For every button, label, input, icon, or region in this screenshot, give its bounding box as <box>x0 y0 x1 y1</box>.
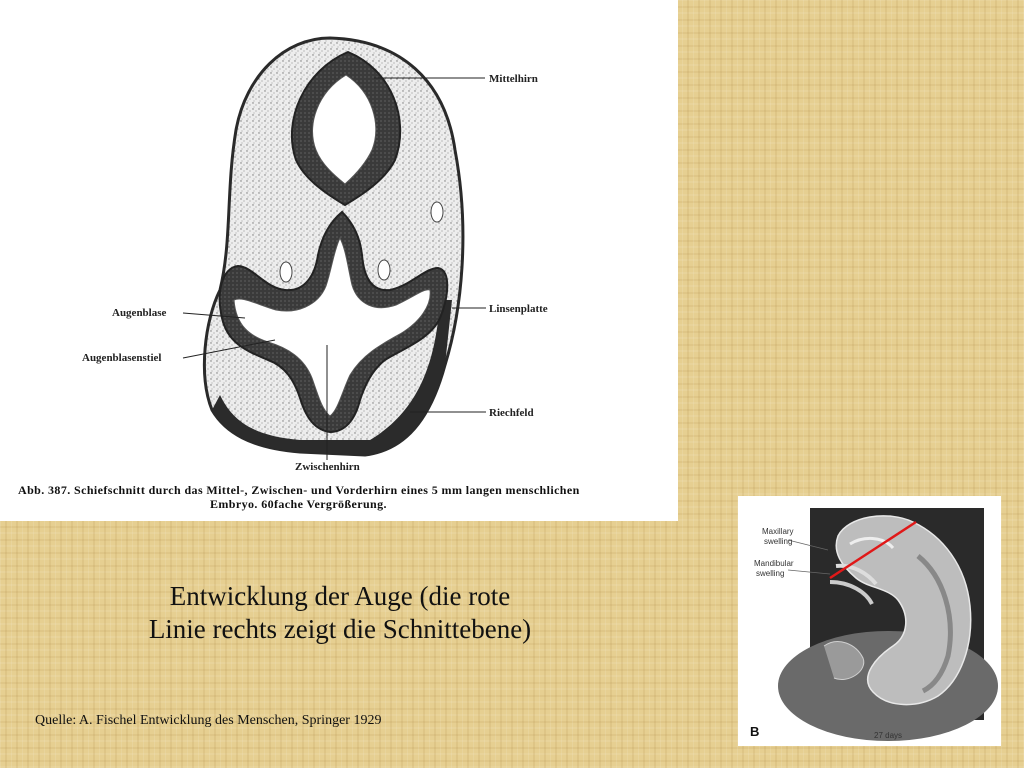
embryo-age: 27 days <box>874 731 903 740</box>
label-mandibular-1: Mandibular <box>754 559 794 568</box>
label-mandibular-2: swelling <box>756 569 785 578</box>
label-maxillary-1: Maxillary <box>762 527 794 536</box>
embryo-micrograph <box>738 496 1001 746</box>
label-zwischenhirn: Zwischenhirn <box>295 461 360 473</box>
figure-caption-line1: Abb. 387. Schiefschnitt durch das Mittel-, Zwischen- und Vorderhirn eines 5 mm langen menschlichen <box>18 483 580 497</box>
source-citation: Quelle: A. Fischel Entwicklung des Menschen, Springer 1929 <box>35 713 382 728</box>
slide-title-line2: Linie rechts zeigt die Schnittebene) <box>148 614 532 645</box>
panel-letter: B <box>750 724 760 739</box>
slide-title-line1: Entwicklung der Auge (die rote <box>169 581 511 611</box>
label-mittelhirn: Mittelhirn <box>489 73 538 85</box>
label-augenblasenstiel: Augenblasenstiel <box>82 352 162 364</box>
brain-section-illustration <box>0 0 678 521</box>
figure-caption-line2: Embryo. 60fache Vergrößerung. <box>210 497 387 511</box>
label-linsenplatte: Linsenplatte <box>489 303 548 315</box>
label-augenblase: Augenblase <box>112 307 167 319</box>
histology-figure <box>0 0 678 521</box>
label-maxillary-2: swelling <box>764 537 793 546</box>
slide-title <box>60 580 620 647</box>
embryo-figure <box>738 496 1001 746</box>
label-riechfeld: Riechfeld <box>489 407 534 419</box>
